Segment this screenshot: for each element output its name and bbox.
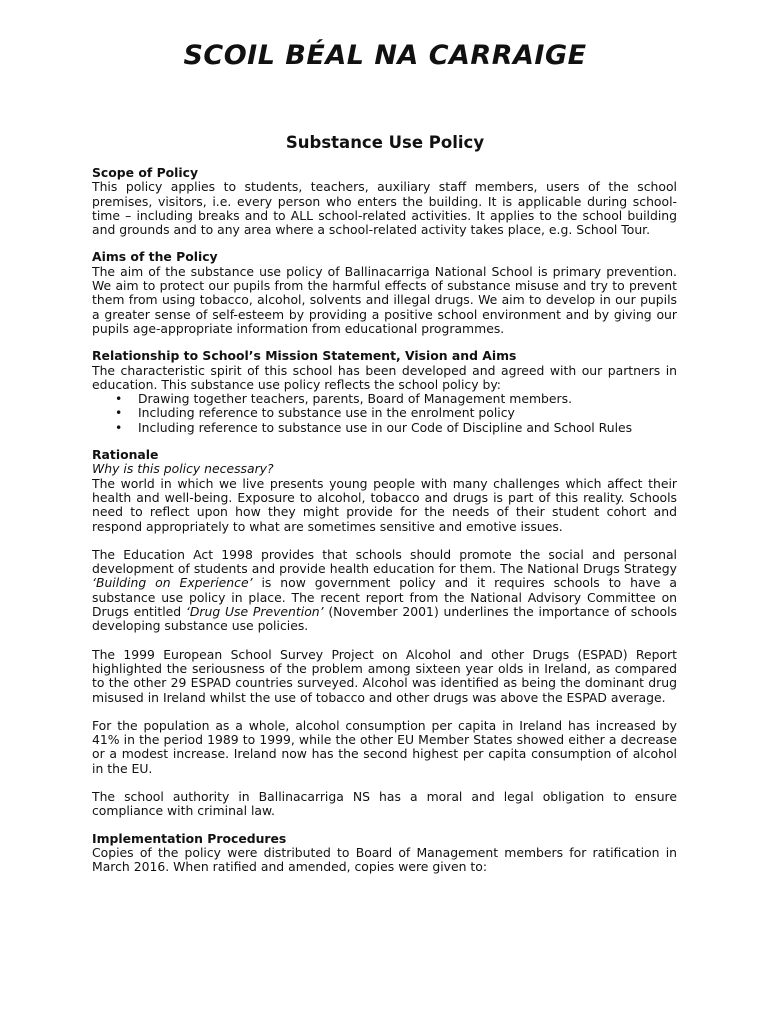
- policy-title: Substance Use Policy: [285, 133, 485, 152]
- scope-section: [92, 166, 677, 237]
- drug-use-prevention-title: ‘Drug Use Prevention’: [185, 604, 324, 620]
- rationale-paragraph-5: The school authority in Ballinacarriga NS has a moral and legal obligation to ensure compliance with criminal law.: [92, 788, 677, 819]
- rationale-paragraph-4: For the population as a whole, alcohol consumption per capita in Ireland has increased by 41% in the period 1989 to 1999, while the other EU Member States showed either a decrease or a modest increase. Ireland now has the second highest per capita consumption of alcohol in the EU.: [92, 717, 677, 776]
- list-item-text: Including reference to substance use in our Code of Discipline and School Rules: [138, 419, 633, 435]
- aims-heading: Aims of the Policy: [92, 249, 218, 265]
- bullet-icon: •: [115, 419, 123, 435]
- list-item-text: Drawing together teachers, parents, Board of Management members.: [138, 391, 573, 407]
- aims-section: [92, 250, 677, 336]
- list-item: [92, 406, 677, 420]
- relationship-heading: Relationship to School’s Mission Statement, Vision and Aims: [92, 348, 517, 364]
- p2-text-a: The Education Act 1998 provides that schools should promote the social and personal development of students and provide health education for them. The National Drugs Strategy: [92, 546, 677, 577]
- relationship-section: [92, 349, 677, 435]
- p2-text-c: is now government policy and it requires schools to have a substance use policy in place. The recent report from the National Advisory Committee on Drugs entitled: [92, 575, 677, 620]
- list-item-text: Including reference to substance use in the enrolment policy: [138, 405, 515, 421]
- school-name-title: SCOIL BÉAL NA CARRAIGE: [183, 40, 587, 71]
- rationale-section: [92, 448, 677, 819]
- list-item: [92, 392, 677, 406]
- bullet-icon: •: [115, 391, 123, 407]
- list-item: [92, 421, 677, 435]
- bullet-icon: •: [115, 405, 123, 421]
- implementation-text: Copies of the policy were distributed to Board of Management members for ratification in March 2016. When ratified and amended, copies were given to:: [92, 844, 677, 875]
- rationale-paragraph-1: The world in which we live presents young people with many challenges which affect their health and well-being. Exposure to alcohol, tobacco and drugs is part of this reality. Schools need to reflect upon how they might provide for the needs of their student cohort and respond appropriately to what are sometimes sensitive and emotive issues.: [92, 475, 677, 534]
- relationship-list: [92, 392, 677, 435]
- aims-text: The aim of the substance use policy of Ballinacarriga National School is primary prevention. We aim to protect our pupils from the harmful effects of substance misuse and try to prevent them from using tobacco, alcohol, solvents and illegal drugs. We aim to develop in our pupils a greater sense of self-esteem by providing a positive school environment and by giving our pupils age-appropriate information from educational programmes.: [92, 263, 677, 336]
- p2-text-e: (November 2001) underlines the importance of schools developing substance use policies.: [92, 604, 677, 634]
- rationale-subheading: Why is this policy necessary?: [92, 461, 274, 477]
- scope-text: This policy applies to students, teachers, auxiliary staff members, users of the school premises, visitors, i.e. every person who enters the building. It is applicable during school-time – including breaks and to ALL school-related activities. It applies to the school building and grounds and to any area where a school-related activity takes place, e.g. School Tour.: [92, 179, 677, 238]
- rationale-heading: Rationale: [92, 447, 159, 463]
- rationale-paragraph-3: The 1999 European School Survey Project on Alcohol and other Drugs (ESPAD) Report highlighted the seriousness of the problem among sixteen year olds in Ireland, as compared to the other 29 ESPAD countries surveyed. Alcohol was identified as being the dominant drug misused in Ireland whilst the use of tobacco and other drugs was above the ESPAD average.: [92, 646, 677, 705]
- relationship-text: The characteristic spirit of this school has been developed and agreed with our partners in education. This substance use policy reflects the school policy by:: [92, 362, 677, 392]
- document-body: [92, 166, 677, 887]
- implementation-heading: Implementation Procedures: [92, 830, 287, 846]
- rationale-paragraph-2: [92, 548, 677, 634]
- building-on-experience-title: ‘Building on Experience’: [92, 575, 253, 591]
- implementation-section: [92, 832, 677, 875]
- scope-heading: Scope of Policy: [92, 165, 199, 180]
